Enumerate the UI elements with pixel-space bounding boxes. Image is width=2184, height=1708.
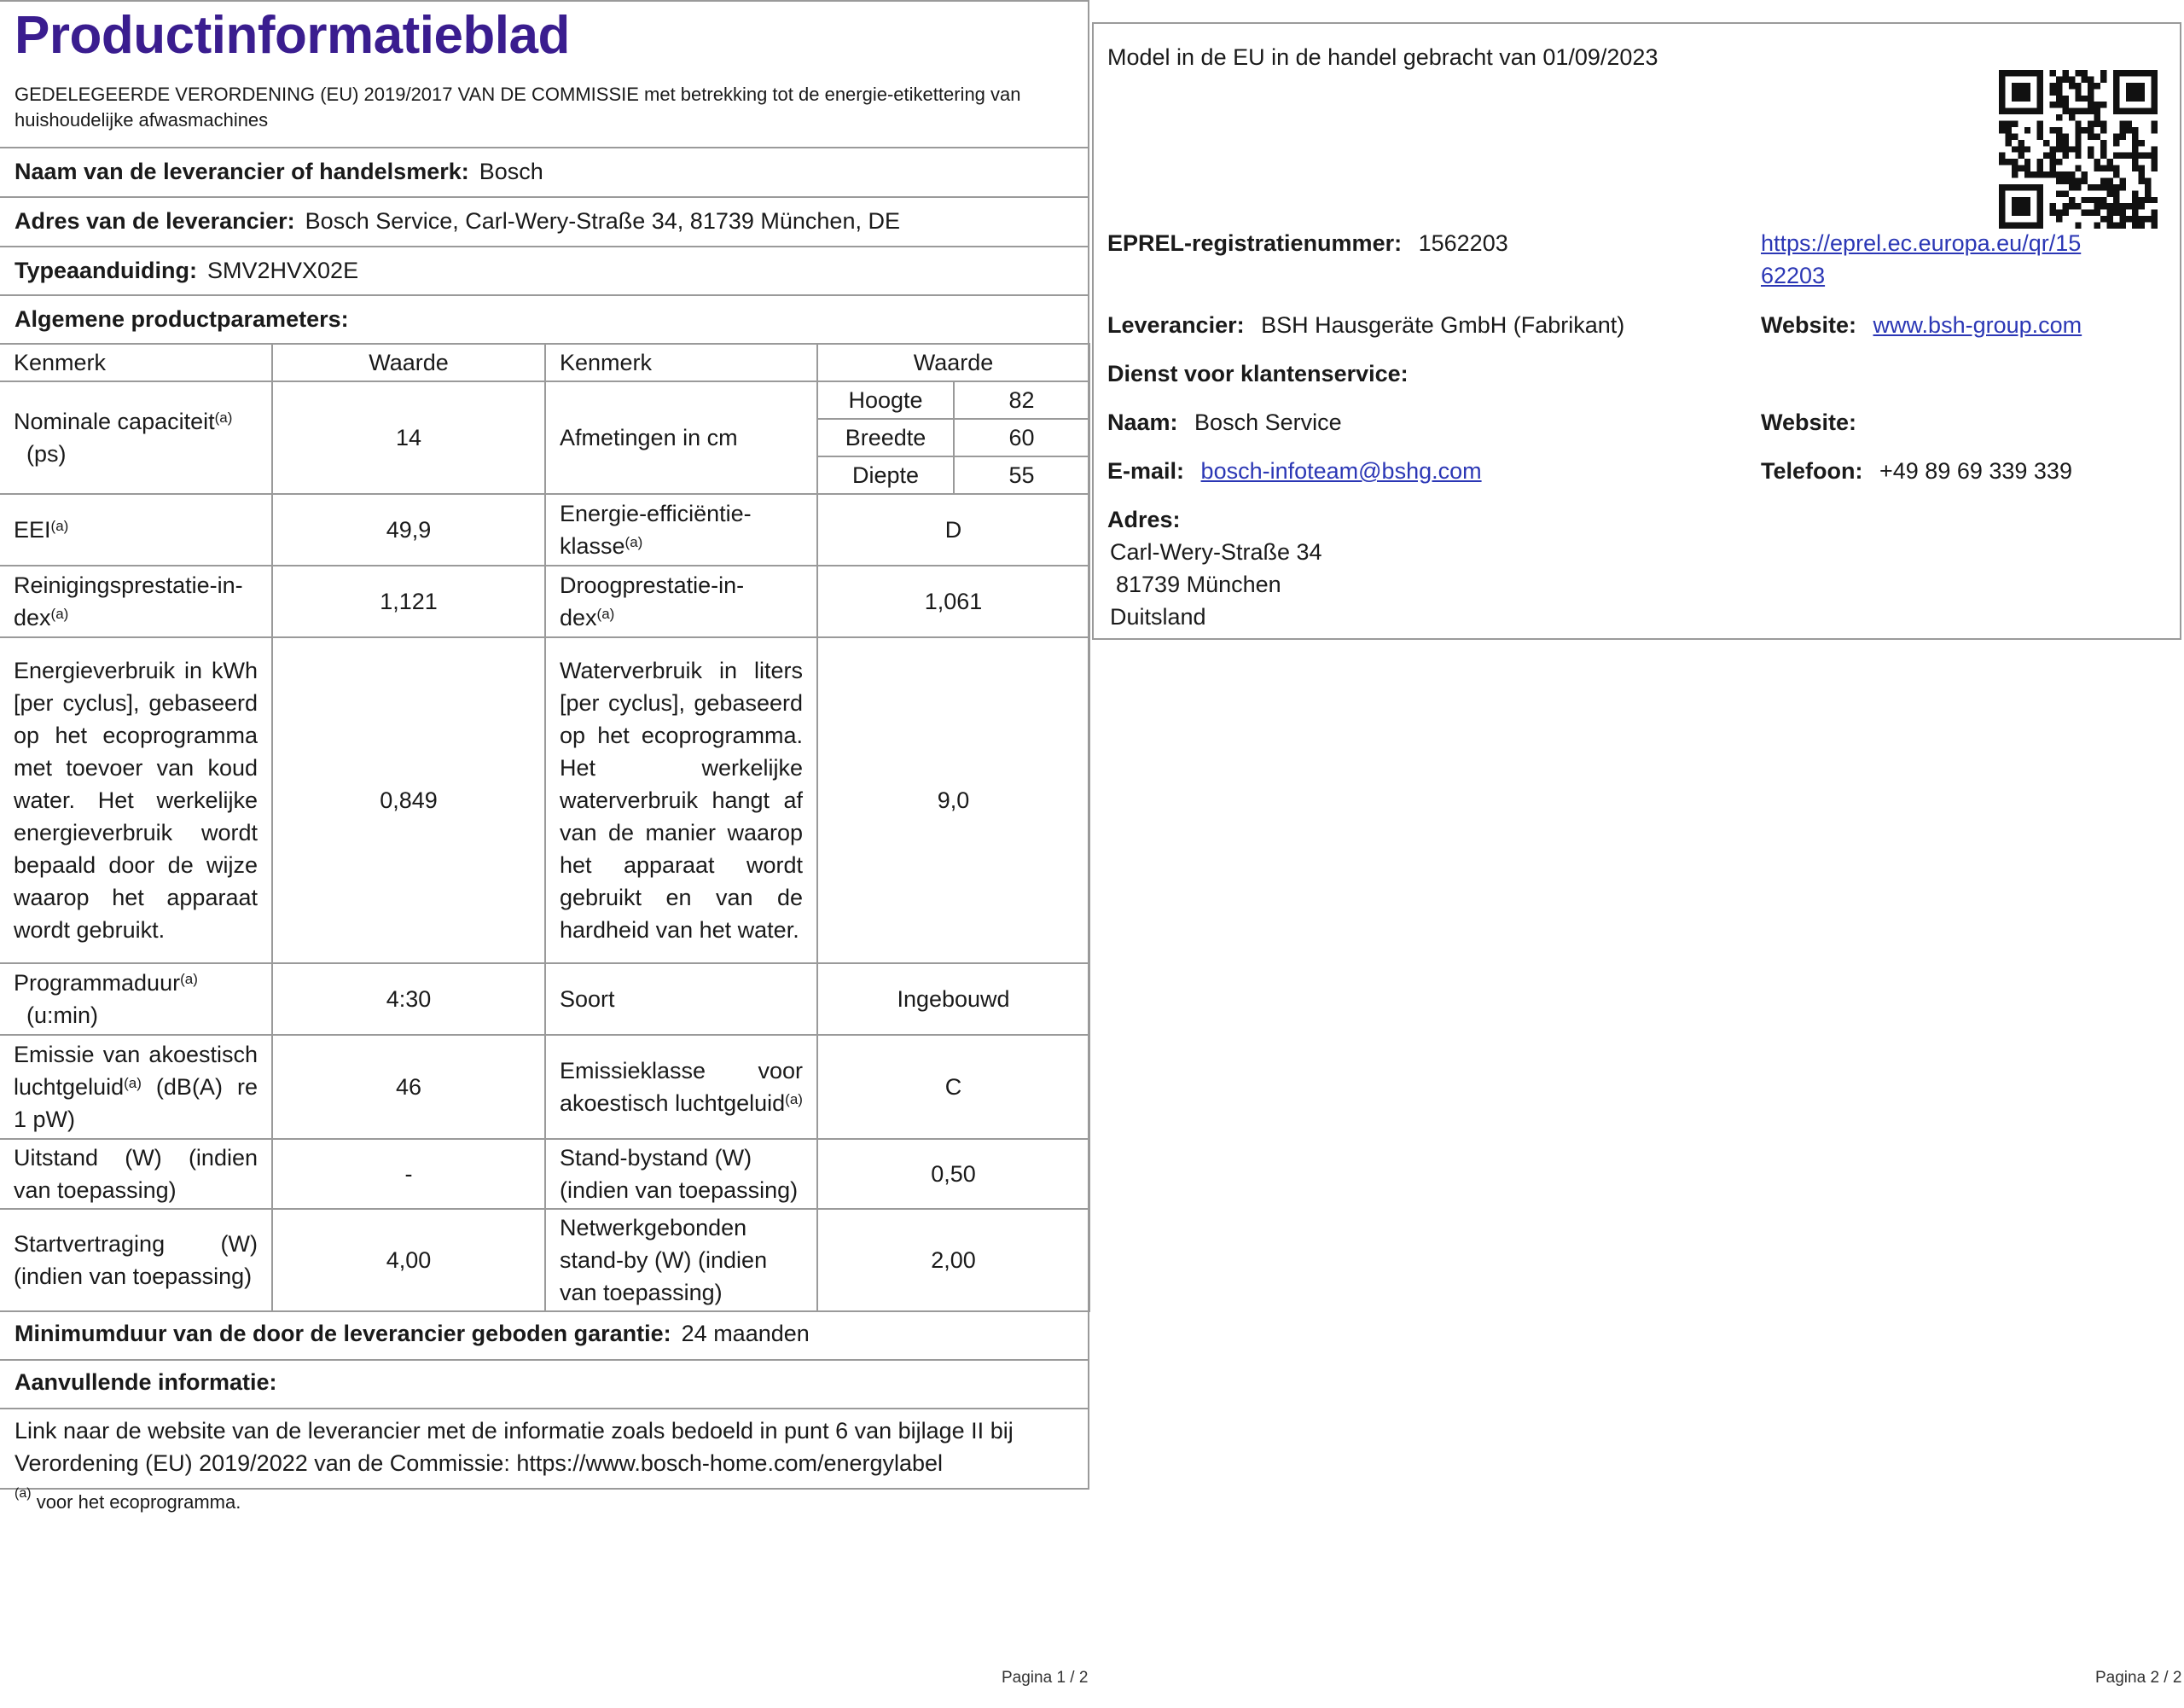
kind-value: Ingebouwd [817, 963, 1089, 1035]
general-params-row [0, 294, 1089, 343]
eei-value: 49,9 [272, 494, 545, 566]
service-address-label: Adres: [1107, 507, 1181, 532]
page-number-1: Pagina 1 / 2 [1002, 1669, 1089, 1687]
noise-sup: (a) [124, 1075, 142, 1091]
capacity-label: Nominale capaciteit [14, 409, 215, 434]
table-row [0, 1139, 1089, 1209]
noise-value: 46 [272, 1035, 545, 1139]
website-link[interactable]: www.bsh-group.com [1873, 312, 2082, 338]
energy-class-label-cell: Energie-efficiëntie- klasse$^{(a)}$ [545, 494, 817, 566]
model-info-box [1092, 22, 2181, 640]
energy-class-sup: (a) [624, 534, 643, 550]
kind-label: Soort [545, 963, 817, 1035]
eei-label-cell [0, 494, 272, 566]
regulation-text: GEDELEGEERDE VERORDENING (EU) 2019/2017 VAN DE COMMISSIE met betrekking tot de energie-etikettering van huishoudelijke afwasmachines [15, 84, 1021, 131]
footnote [15, 1486, 241, 1513]
table-header-row [0, 344, 1089, 381]
noise-class-sup: (a) [785, 1091, 803, 1107]
header-kenmerk-2: Kenmerk [545, 344, 817, 381]
address-value: Bosch Service, Carl-Wery-Straße 34, 81739 München, DE [305, 208, 900, 234]
depth-value: 55 [954, 456, 1089, 494]
warranty-label: Minimumduur van de door de leverancier geboden garantie: [15, 1321, 671, 1346]
table-row [0, 1209, 1089, 1311]
warranty-row [0, 1310, 1089, 1359]
duration-unit: (u:min) [26, 1002, 99, 1028]
page-2 [1092, 0, 2184, 1708]
service-address-line-2: 81739 München [1116, 572, 1281, 597]
page-title: Productinformatieblad [15, 6, 570, 65]
noise-label: Emissie van akoestisch luchtgeluid [14, 1042, 258, 1100]
supplier-label-2: Leverancier: [1107, 312, 1245, 338]
email-label: E-mail: [1107, 458, 1185, 484]
supplier-row [0, 147, 1089, 196]
drying-value: 1,061 [817, 566, 1089, 637]
eei-sup: (a) [50, 518, 69, 534]
drying-sup: (a) [596, 606, 615, 622]
width-label: Breedte [817, 419, 954, 456]
dimensions-label: Afmetingen in cm [545, 381, 817, 494]
duration-label: Programmaduur [14, 970, 181, 996]
off-mode-value: - [272, 1139, 545, 1209]
noise-class-value: C [817, 1035, 1089, 1139]
address-row [0, 196, 1089, 246]
supplier-label: Naam van de leverancier of handelsmerk: [15, 159, 469, 184]
parameters-table [0, 343, 1090, 1312]
table-row [0, 1035, 1089, 1139]
eprel-url-line-1[interactable]: https://eprel.ec.europa.eu/qr/15 [1761, 230, 2082, 256]
supplier-row-2 [1107, 309, 1624, 341]
general-params-label: Algemene productparameters: [15, 306, 349, 332]
header-kenmerk-1: Kenmerk [0, 344, 272, 381]
capacity-label-cell [0, 381, 272, 494]
additional-info-label: Aanvullende informatie: [15, 1369, 277, 1395]
drying-label-cell: Droogprestatie-in- dex$^{(a)}$ [545, 566, 817, 637]
water-consumption-value: 9,0 [817, 637, 1089, 963]
phone-value: +49 89 69 339 339 [1879, 458, 2072, 484]
service-address-line-3: Duitsland [1110, 604, 1206, 630]
height-label: Hoogte [817, 381, 954, 419]
email-link[interactable]: bosch-infoteam@bshg.com [1200, 458, 1482, 484]
depth-label: Diepte [817, 456, 954, 494]
qr-code-icon[interactable] [1999, 70, 2158, 229]
supplier-value-2: BSH Hausgeräte GmbH (Fabrikant) [1261, 312, 1625, 338]
footnote-text: voor het ecoprogramma. [36, 1491, 241, 1513]
website-row [1761, 309, 2082, 341]
cleaning-value: 1,121 [272, 566, 545, 637]
duration-value: 4:30 [272, 963, 545, 1035]
footnote-sup: (a) [15, 1486, 32, 1501]
off-mode-label: Uitstand (W) (indien van toepassing) [0, 1139, 272, 1209]
type-value: SMV2HVX02E [207, 258, 359, 283]
header-waarde-1: Waarde [272, 344, 545, 381]
table-row [0, 637, 1089, 963]
delay-start-value: 4,00 [272, 1209, 545, 1311]
eprel-row [1107, 227, 1508, 259]
service-address [1107, 503, 1322, 633]
email-row [1107, 455, 1482, 487]
service-name-value: Bosch Service [1194, 410, 1342, 435]
table-row [0, 963, 1089, 1035]
eprel-url-line-2[interactable]: 62203 [1761, 263, 1826, 288]
eei-label: EEI [14, 517, 51, 543]
duration-label-cell [0, 963, 272, 1035]
network-standby-value: 2,00 [817, 1209, 1089, 1311]
energy-consumption-value: 0,849 [272, 637, 545, 963]
width-value: 60 [954, 419, 1089, 456]
supplier-link-text: Link naar de website van de leverancier met de informatie zoals bedoeld in punt 6 van bijlage II bij Verordening (EU) 2019/2022 van de Commissie: https://www.bosch-home.com/energylabel [15, 1418, 1014, 1476]
water-consumption-label: Waterverbruik in liters [per cyclus], gebaseerd op het ecoprogramma. Het werkelijke waterverbruik hangt af van de manier waarop het apparaat wordt gebruikt en van de hardheid van het water. [545, 637, 817, 963]
additional-info-row [0, 1359, 1089, 1408]
table-row [0, 566, 1089, 637]
noise-class-label: Emissieklasse voor akoestisch luchtgeluid [560, 1058, 803, 1116]
address-label: Adres van de leverancier: [15, 208, 295, 234]
service-website-label: Website: [1761, 410, 1857, 435]
eprel-label: EPREL-registratienummer: [1107, 230, 1403, 256]
energy-class-value: D [817, 494, 1089, 566]
capacity-sup: (a) [214, 410, 233, 426]
table-row [0, 494, 1089, 566]
noise-label-cell [0, 1035, 272, 1139]
type-row [0, 246, 1089, 294]
service-website-row [1761, 406, 1856, 439]
energy-consumption-label: Energieverbruik in kWh [per cyclus], gebaseerd op het ecoprogramma met toevoer van koud water. Het werkelijke energieverbruik wordt bepaald door de wijze waarop het apparaat wordt gebruikt. [0, 637, 272, 963]
customer-service-row [1107, 357, 1409, 390]
cleaning-label-cell: Reinigingsprestatie-in- dex$^{(a)}$ [0, 566, 272, 637]
eprel-value: 1562203 [1418, 230, 1508, 256]
type-label: Typeaanduiding: [15, 258, 197, 283]
header-waarde-2: Waarde [817, 344, 1089, 381]
table-row [0, 381, 1089, 419]
duration-sup: (a) [180, 971, 198, 987]
delay-start-label: Startvertraging (W) (indien van toepassing) [0, 1209, 272, 1311]
service-name-label: Naam: [1107, 410, 1178, 435]
eprel-link[interactable] [1761, 227, 2081, 292]
height-value: 82 [954, 381, 1089, 419]
capacity-value: 14 [272, 381, 545, 494]
phone-row [1761, 455, 2072, 487]
supplier-link-row [0, 1408, 1089, 1490]
supplier-value: Bosch [479, 159, 543, 184]
customer-service-label: Dienst voor klantenservice: [1107, 361, 1409, 386]
standby-value: 0,50 [817, 1139, 1089, 1209]
service-address-line-1: Carl-Wery-Straße 34 [1110, 539, 1322, 565]
service-name-row [1107, 406, 1342, 439]
cleaning-sup: (a) [50, 606, 69, 622]
page-number-2: Pagina 2 / 2 [2095, 1669, 2182, 1687]
phone-label: Telefoon: [1761, 458, 1863, 484]
noise-unit: (dB(A) re 1 pW) [14, 1074, 258, 1132]
page-1 [0, 0, 1090, 1708]
network-standby-label: Netwerkgebonden stand-by (W) (indien van toepassing) [545, 1209, 817, 1311]
warranty-value: 24 maanden [681, 1321, 810, 1346]
capacity-unit: (ps) [26, 441, 67, 467]
noise-class-label-cell [545, 1035, 817, 1139]
website-label: Website: [1761, 312, 1857, 338]
market-date-text: Model in de EU in de handel gebracht van 01/09/2023 [1107, 44, 1658, 70]
standby-label: Stand-bystand (W) (indien van toepassing) [545, 1139, 817, 1209]
